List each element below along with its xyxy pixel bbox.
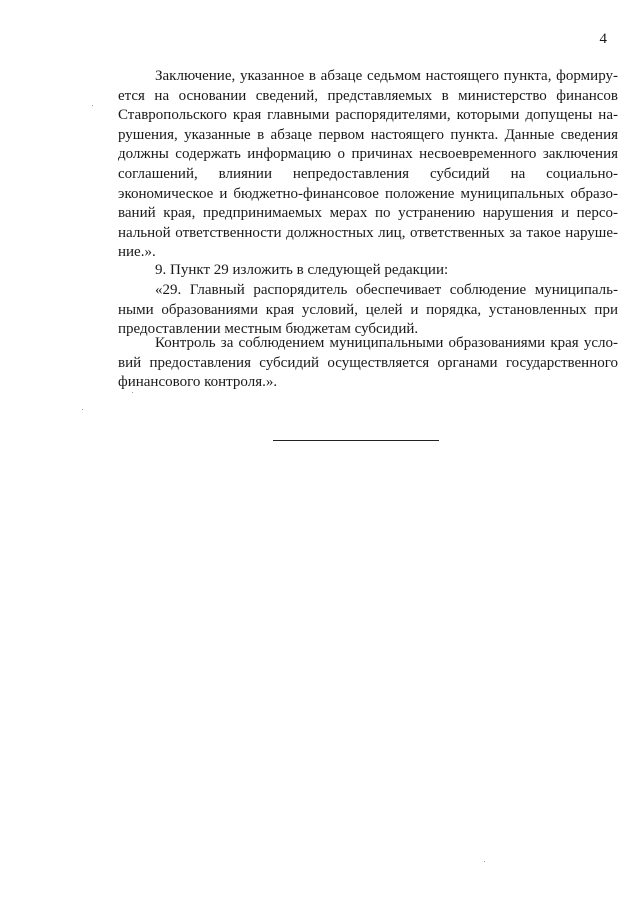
paragraph-conclusion (118, 67, 618, 263)
text-line: ными образованиями края условий, целей и порядка, установленных при (118, 301, 618, 318)
text-line: 9. Пункт 29 изложить в следующей редакции: (155, 262, 449, 278)
text-line: ваний края, предпринимаемых мерах по устранению нарушения и персо- (118, 205, 618, 222)
text-line: Ставропольского края главными распорядителями, которыми допущены на- (118, 107, 618, 124)
end-separator-line (273, 440, 439, 441)
scan-speck (132, 392, 133, 393)
text-line: Заключение, указанное в абзаце седьмом настоящего пункта, формиру- (155, 68, 618, 84)
text-line: «29. Главный распорядитель обеспечивает соблюдение муниципаль- (155, 282, 618, 298)
text-line: вий предоставления субсидий осуществляется органами государственного (118, 354, 618, 371)
page-number: 4 (599, 31, 607, 47)
text-line: Контроль за соблюдением муниципальными образованиями края усло- (155, 335, 618, 351)
scan-speck (92, 105, 93, 106)
text-line: ется на основании сведений, представляемых в министерство финансов (118, 87, 618, 104)
text-line: экономическое и бюджетно-финансовое положение муниципальных образо- (118, 185, 618, 202)
paragraph-control (118, 334, 618, 393)
scan-speck (82, 409, 83, 410)
text-line: ние.». (118, 244, 156, 261)
item-9-heading (118, 261, 618, 281)
text-line: соглашений, влиянии непредоставления субсидий на социально- (118, 165, 618, 182)
text-line: финансового контроля.». (118, 374, 278, 391)
paragraph-29 (118, 281, 618, 340)
text-line: рушения, указанные в абзаце первом настоящего пункта. Данные сведения (118, 126, 618, 143)
scan-speck (484, 861, 485, 862)
text-line: нальной ответственности должностных лиц, ответственных за такое наруше- (118, 224, 618, 241)
text-line: предоставлении местным бюджетам субсидий. (118, 321, 419, 338)
text-line: должны содержать информацию о причинах несвоевременного заключения (118, 146, 618, 163)
